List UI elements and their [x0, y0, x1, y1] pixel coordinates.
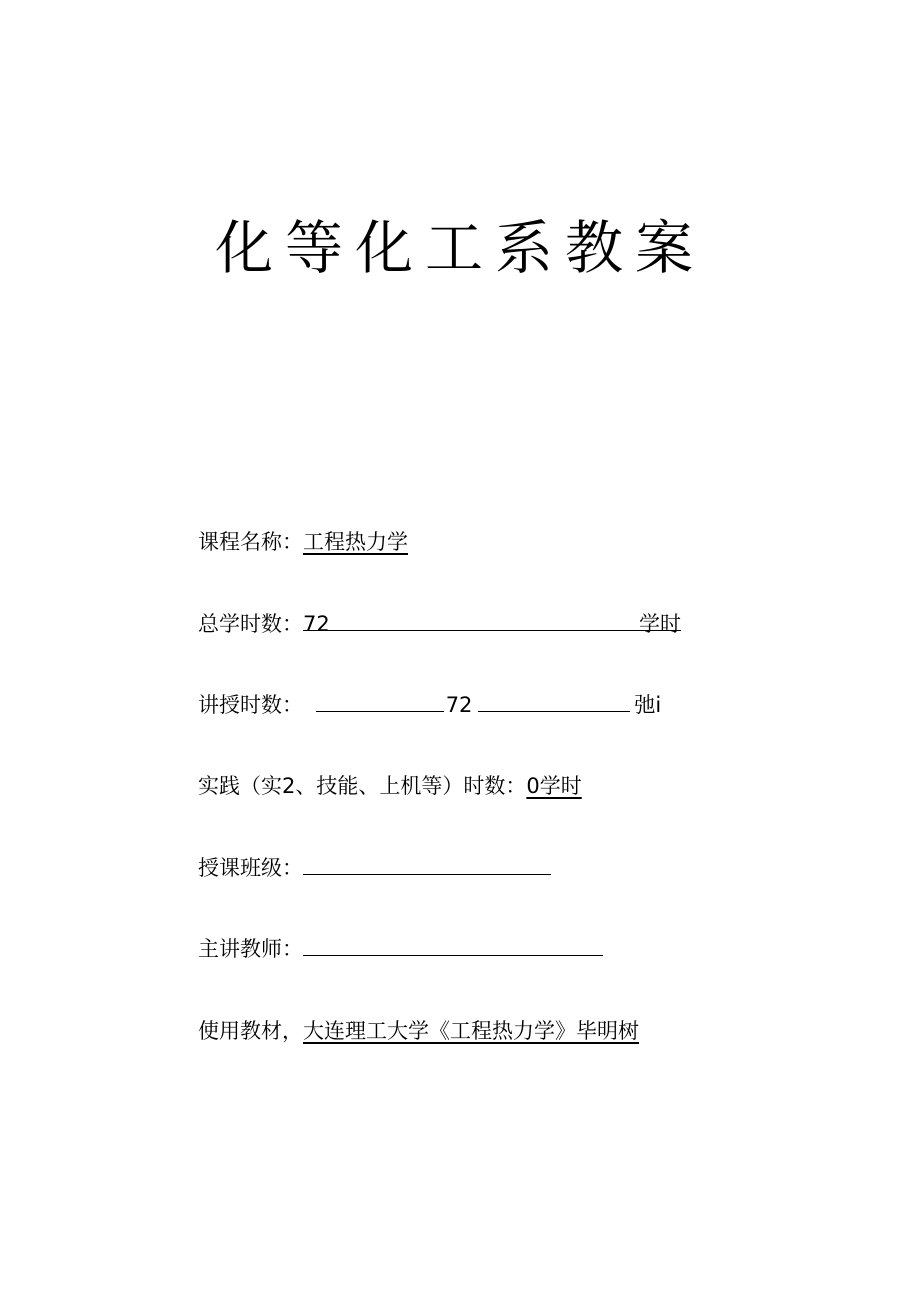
lecture-hours-label: 讲授时数：: [198, 693, 303, 717]
class-row: [198, 850, 551, 886]
class-blank: [303, 850, 551, 875]
total-hours-underline: [303, 606, 681, 636]
course-name-value: 工程热力学: [303, 530, 408, 554]
lecture-hours-blank-right: [478, 687, 630, 712]
lecture-hours-row: [198, 687, 661, 723]
practice-hours-value: 0学时: [526, 774, 582, 798]
course-name-row: [198, 524, 408, 560]
total-hours-label: 总学时数：: [198, 612, 303, 636]
course-name-label: 课程名称：: [198, 530, 303, 554]
textbook-value: 大连理工大学《工程热力学》毕明树: [303, 1019, 639, 1043]
practice-hours-label: 实践（实2、技能、上机等）时数：: [198, 774, 527, 798]
document-title: 化等化工系教案: [214, 214, 705, 282]
practice-hours-row: [198, 768, 582, 804]
total-hours-value: 72: [303, 612, 330, 636]
teacher-blank: [303, 931, 603, 956]
textbook-label: 使用教材，: [198, 1019, 303, 1043]
teacher-label: 主讲教师：: [198, 937, 303, 961]
total-hours-row: [198, 606, 681, 642]
lecture-hours-unit: 弛i: [634, 693, 662, 717]
lecture-hours-blank-left: [316, 687, 444, 712]
textbook-row: [198, 1013, 639, 1049]
class-label: 授课班级：: [198, 856, 303, 880]
lecture-hours-value: 72: [445, 693, 473, 717]
total-hours-unit: 学时: [639, 612, 681, 636]
teacher-row: [198, 931, 603, 967]
